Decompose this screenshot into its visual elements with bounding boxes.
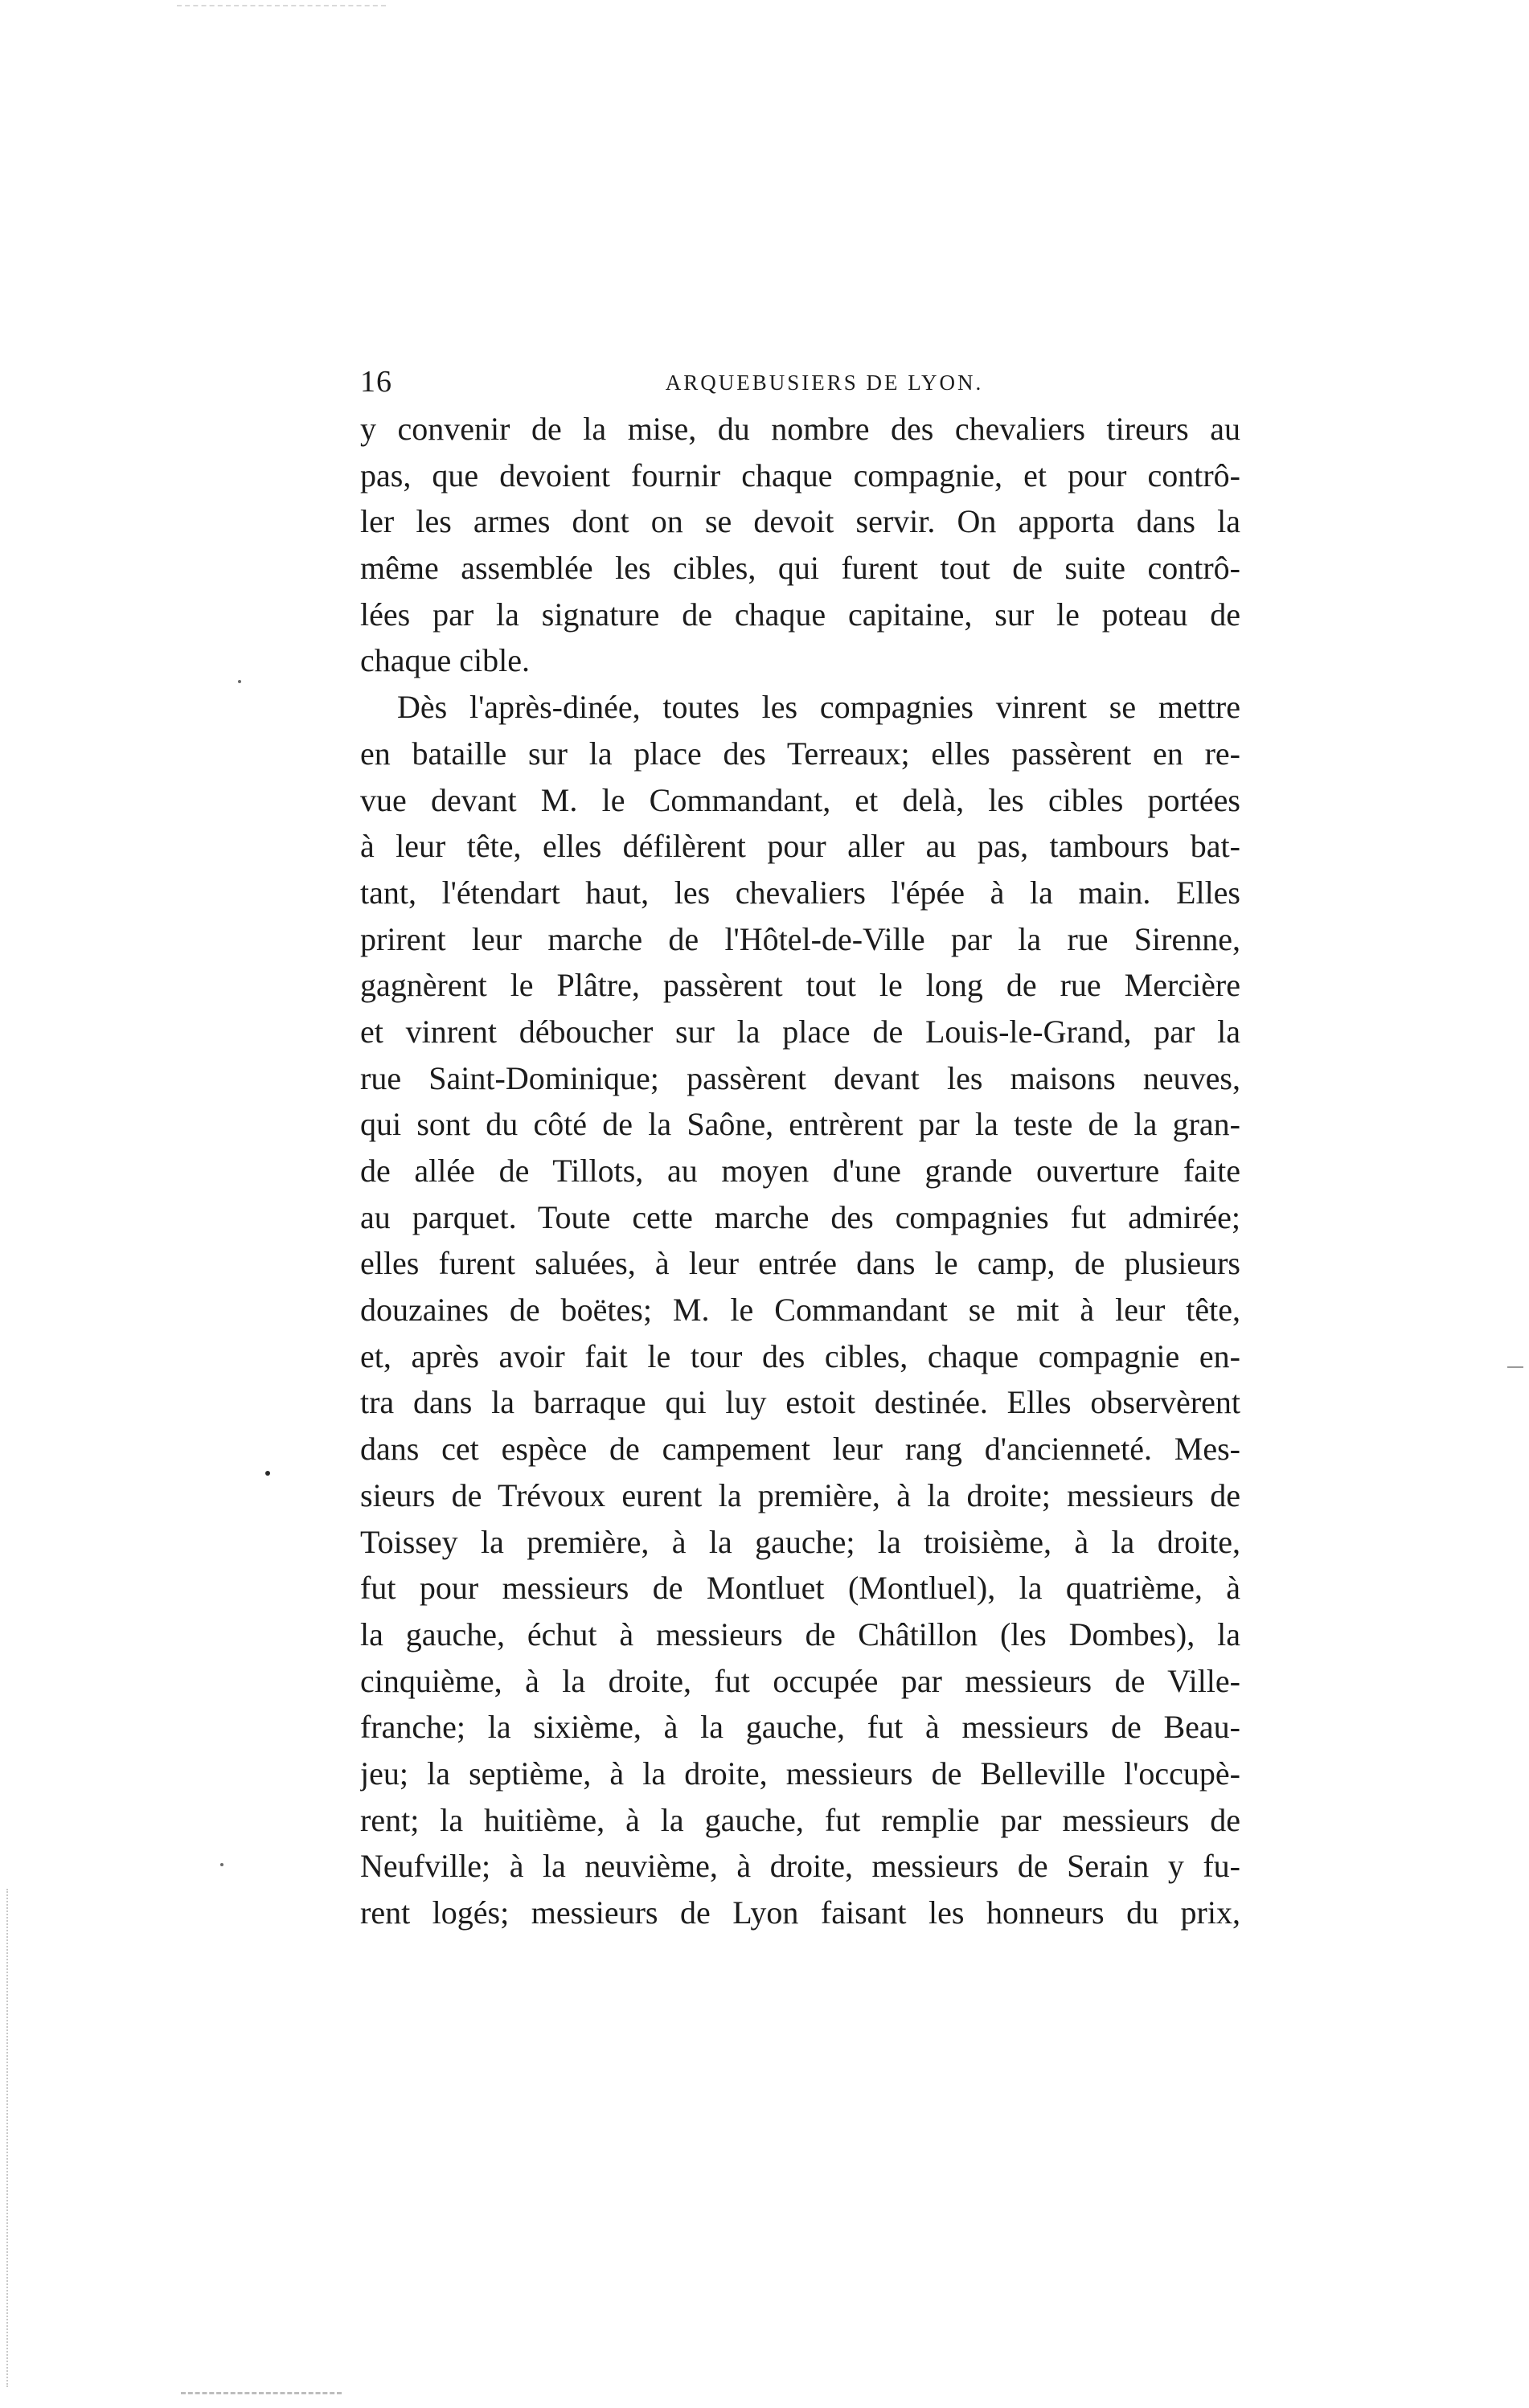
ink-speck [220,1863,223,1866]
text-line: au parquet. Toute cette marche des compagnies fut admirée; [360,1198,1240,1235]
text-line: à leur tête, elles défilèrent pour aller au pas, tambours bat- [360,828,1240,865]
text-line: gagnèrent le Plâtre, passèrent tout le long de rue Mercière [360,967,1240,1004]
page-number: 16 [360,365,392,399]
running-head: ARQUEBUSIERS DE LYON. [665,371,984,395]
text-line: chaque cible. [360,642,530,679]
text-line: même assemblée les cibles, qui furent tout de suite contrô- [360,550,1240,587]
scan-artifact-bottom [181,2392,342,2394]
text-line: la gauche, échut à messieurs de Châtillon (les Dombes), la [360,1616,1240,1652]
text-line: lées par la signature de chaque capitaine, sur le poteau de [360,596,1240,633]
text-line: et, après avoir fait le tour des cibles, chaque compagnie en- [360,1337,1240,1374]
text-line: et vinrent déboucher sur la place de Louis-le-Grand, par la [360,1013,1240,1050]
text-line: prirent leur marche de l'Hôtel-de-Ville par la rue Sirenne, [360,920,1240,957]
text-line: douzaines de boëtes; M. le Commandant se mit à leur tête, [360,1292,1240,1329]
text-line: qui sont du côté de la Saône, entrèrent par la teste de la gran- [360,1106,1240,1143]
text-line: rent; la huitième, à la gauche, fut remplie par messieurs de [360,1801,1240,1838]
text-line: Toissey la première, à la gauche; la troisième, à la droite, [360,1523,1240,1560]
scan-artifact-top [177,5,386,6]
text-line: elles furent saluées, à leur entrée dans le camp, de plusieurs [360,1245,1240,1282]
text-line: y convenir de la mise, du nombre des chevaliers tireurs au [360,411,1240,447]
body-text [360,406,1240,2005]
text-line: sieurs de Trévoux eurent la première, à la droite; messieurs de [360,1476,1240,1513]
text-line: Dès l'après-dinée, toutes les compagnies vinrent se mettre [397,689,1240,726]
text-line: rue Saint-Dominique; passèrent devant les maisons neuves, [360,1059,1240,1096]
text-line: dans cet espèce de campement leur rang d'ancienneté. Mes- [360,1431,1240,1468]
text-line: cinquième, à la droite, fut occupée par messieurs de Ville- [360,1662,1240,1699]
scan-artifact-left [6,1889,8,2387]
text-line: tant, l'étendart haut, les chevaliers l'épée à la main. Elles [360,874,1240,911]
text-line: Neufville; à la neuvième, à droite, messieurs de Serain y fu- [360,1848,1240,1885]
text-line: tra dans la barraque qui luy estoit destinée. Elles observèrent [360,1384,1240,1421]
ink-speck [238,680,241,683]
scan-artifact-margin [1507,1366,1523,1368]
ink-speck [265,1471,270,1476]
page-header [360,362,1240,403]
text-line: de allée de Tillots, au moyen d'une grande ouverture faite [360,1153,1240,1189]
text-line: ler les armes dont on se devoit servir. On apporta dans la [360,503,1240,540]
text-line: vue devant M. le Commandant, et delà, les cibles portées [360,781,1240,818]
text-line: en bataille sur la place des Terreaux; elles passèrent en re- [360,735,1240,772]
text-line: rent logés; messieurs de Lyon faisant les honneurs du prix, [360,1894,1240,1931]
text-line: franche; la sixième, à la gauche, fut à messieurs de Beau- [360,1709,1240,1746]
text-line: pas, que devoient fournir chaque compagnie, et pour contrô- [360,457,1240,493]
text-line: fut pour messieurs de Montluet (Montluel), la quatrième, à [360,1570,1240,1607]
text-line: jeu; la septième, à la droite, messieurs de Belleville l'occupè- [360,1755,1240,1792]
